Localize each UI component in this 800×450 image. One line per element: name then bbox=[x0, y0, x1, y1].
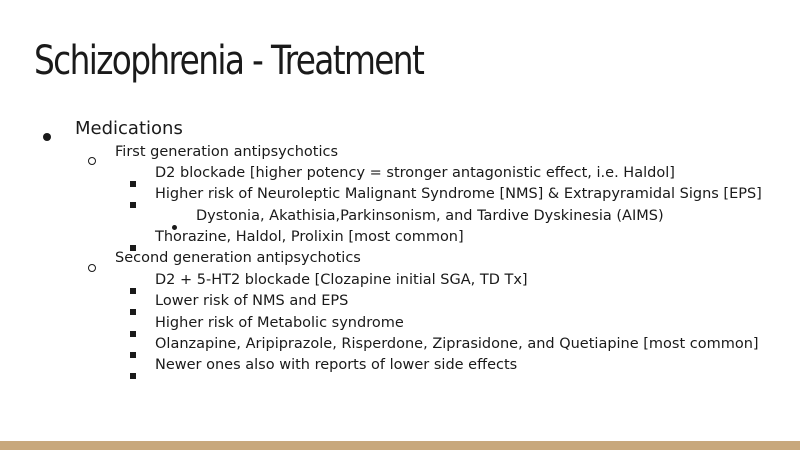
slide-title: Schizophrenia - Treatment bbox=[34, 38, 424, 84]
bullet-square-icon bbox=[130, 300, 136, 319]
bullet-item-d2-5ht2: D2 + 5-HT2 blockade [Clozapine initial SGA, TD Tx] bbox=[155, 272, 528, 288]
bullet-item-dystonia: Dystonia, Akathisia,Parkinsonism, and Tardive Dyskinesia (AIMS) bbox=[196, 208, 664, 224]
bullet-item-medications: Medications bbox=[75, 118, 183, 139]
bullet-square-icon bbox=[130, 343, 136, 362]
bullet-item-olanzapine: Olanzapine, Aripiprazole, Risperdone, Ziprasidone, and Quetiapine [most common] bbox=[155, 336, 759, 352]
bullet-item-second-gen: Second generation antipsychotics bbox=[115, 250, 361, 266]
footer-accent-bar bbox=[0, 441, 800, 450]
bullet-item-thorazine: Thorazine, Haldol, Prolixin [most common] bbox=[155, 229, 464, 245]
bullet-hollow-icon bbox=[88, 150, 96, 169]
bullet-item-d2-blockade: D2 blockade [higher potency = stronger antagonistic effect, i.e. Haldol] bbox=[155, 165, 675, 181]
bullet-square-icon bbox=[130, 322, 136, 341]
bullet-square-icon bbox=[130, 279, 136, 298]
bullet-square-icon bbox=[130, 364, 136, 383]
bullet-square-icon bbox=[130, 172, 136, 191]
bullet-hollow-icon bbox=[88, 257, 96, 276]
bullet-item-first-gen: First generation antipsychotics bbox=[115, 144, 338, 160]
bullet-filled-icon bbox=[43, 126, 51, 145]
bullet-item-lower-risk: Lower risk of NMS and EPS bbox=[155, 293, 349, 309]
bullet-square-icon bbox=[130, 193, 136, 212]
bullet-item-nms-eps-risk: Higher risk of Neuroleptic Malignant Syndrome [NMS] & Extrapyramidal Signs [EPS] bbox=[155, 186, 762, 202]
bullet-item-newer-ones: Newer ones also with reports of lower side effects bbox=[155, 357, 518, 373]
bullet-item-metabolic: Higher risk of Metabolic syndrome bbox=[155, 315, 404, 331]
